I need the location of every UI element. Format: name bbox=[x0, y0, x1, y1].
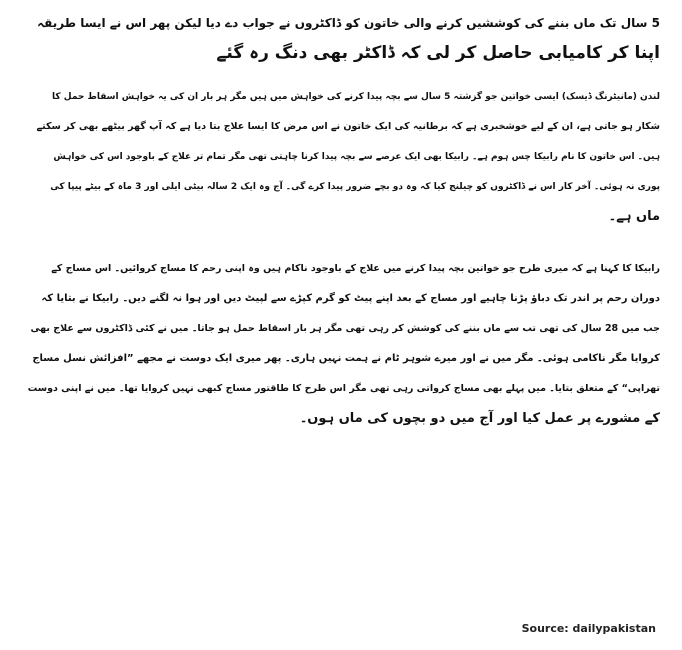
paragraph-line: ماں ہے۔ bbox=[608, 209, 660, 224]
headline-line: اپنا کر کامیابی حاصل کر لی کہ ڈاکٹر بھی دنگ رہ گئے bbox=[216, 43, 660, 63]
paragraph-line: جب میں 28 سال کی تھی تب سے ماں بننے کی کوشش کر رہی تھی مگر ہر بار اسقاط حمل ہو جاتا۔ میں نے کئی ڈاکٹروں سے علاج بھی bbox=[30, 323, 660, 334]
paragraph-line: شکار ہو جاتی ہے، ان کے لیے خوشخبری ہے کہ برطانیہ کی ایک خاتون نے اس مرض کا ایسا علاج بتا دیا ہے کہ آپ گھر بیٹھے بھی کر سکتے bbox=[36, 121, 660, 132]
paragraph-line: تھراپی“ کے متعلق بتایا۔ میں پہلے بھی مساج کرواتی رہی تھی مگر اس طرح کا طاقتور مساج کبھی نہیں کروایا تھا۔ میں نے اپنی دوست bbox=[27, 383, 660, 394]
paragraph-line: کروایا مگر ناکامی ہوئی۔ مگر میں نے اور میرے شوہر ٹام نے ہمت نہیں ہاری۔ پھر میری ایک دوست نے مجھے ”افزائش نسل مساج bbox=[32, 353, 660, 364]
paragraph-line: رابیکا کا کہنا ہے کہ میری طرح جو خواتین بچہ پیدا کرنے میں علاج کے باوجود ناکام ہیں وہ اپنی رحم کا مساج کروائیں۔ اس مساج کے bbox=[51, 263, 660, 274]
source-credit: Source: dailypakistan bbox=[521, 622, 656, 635]
article-paragraph bbox=[22, 82, 660, 232]
article-paragraph bbox=[22, 254, 660, 434]
paragraph-line: دوران رحم پر اندر تک دباؤ پڑنا چاہیے اور مساج کے بعد اپنے پیٹ کو گرم کپڑے سے لپیٹ دیں اور ہوا نہ لگنے دیں۔ رابیکا نے بتایا کہ bbox=[41, 293, 660, 304]
paragraph-line: کے مشورے پر عمل کیا اور آج میں دو بچوں کی ماں ہوں۔ bbox=[299, 411, 660, 426]
article-headline bbox=[22, 8, 660, 68]
paragraph-line: لندن (مانیٹرنگ ڈیسک) ایسی خواتین جو گزشتہ 5 سال سے بچہ پیدا کرنے کی خواہش میں ہیں مگر ہر بار ان کی یہ خواہش اسقاط حمل کا bbox=[52, 92, 660, 102]
headline-line: 5 سال تک ماں بننے کی کوششیں کرنے والی خاتون کو ڈاکٹروں نے جواب دے دیا لیکن پھر اس نے ایسا طریقہ bbox=[37, 16, 660, 30]
paragraph-line: پوری نہ ہوئی۔ آخر کار اس نے ڈاکٹروں کو چیلنج کیا کہ وہ دو بچے ضرور پیدا کرے گی۔ آج وہ ایک 2 سالہ بیٹی ایلی اور 3 ماہ کے بیٹے پیپا کی bbox=[50, 182, 660, 192]
paragraph-line: ہیں۔ اس خاتون کا نام رابیکا چس ہوم ہے۔ رابیکا بھی ایک عرصے سے بچہ پیدا کرنا چاہتی تھی مگر تمام تر علاج کے باوجود اس کی خواہش bbox=[53, 152, 660, 162]
